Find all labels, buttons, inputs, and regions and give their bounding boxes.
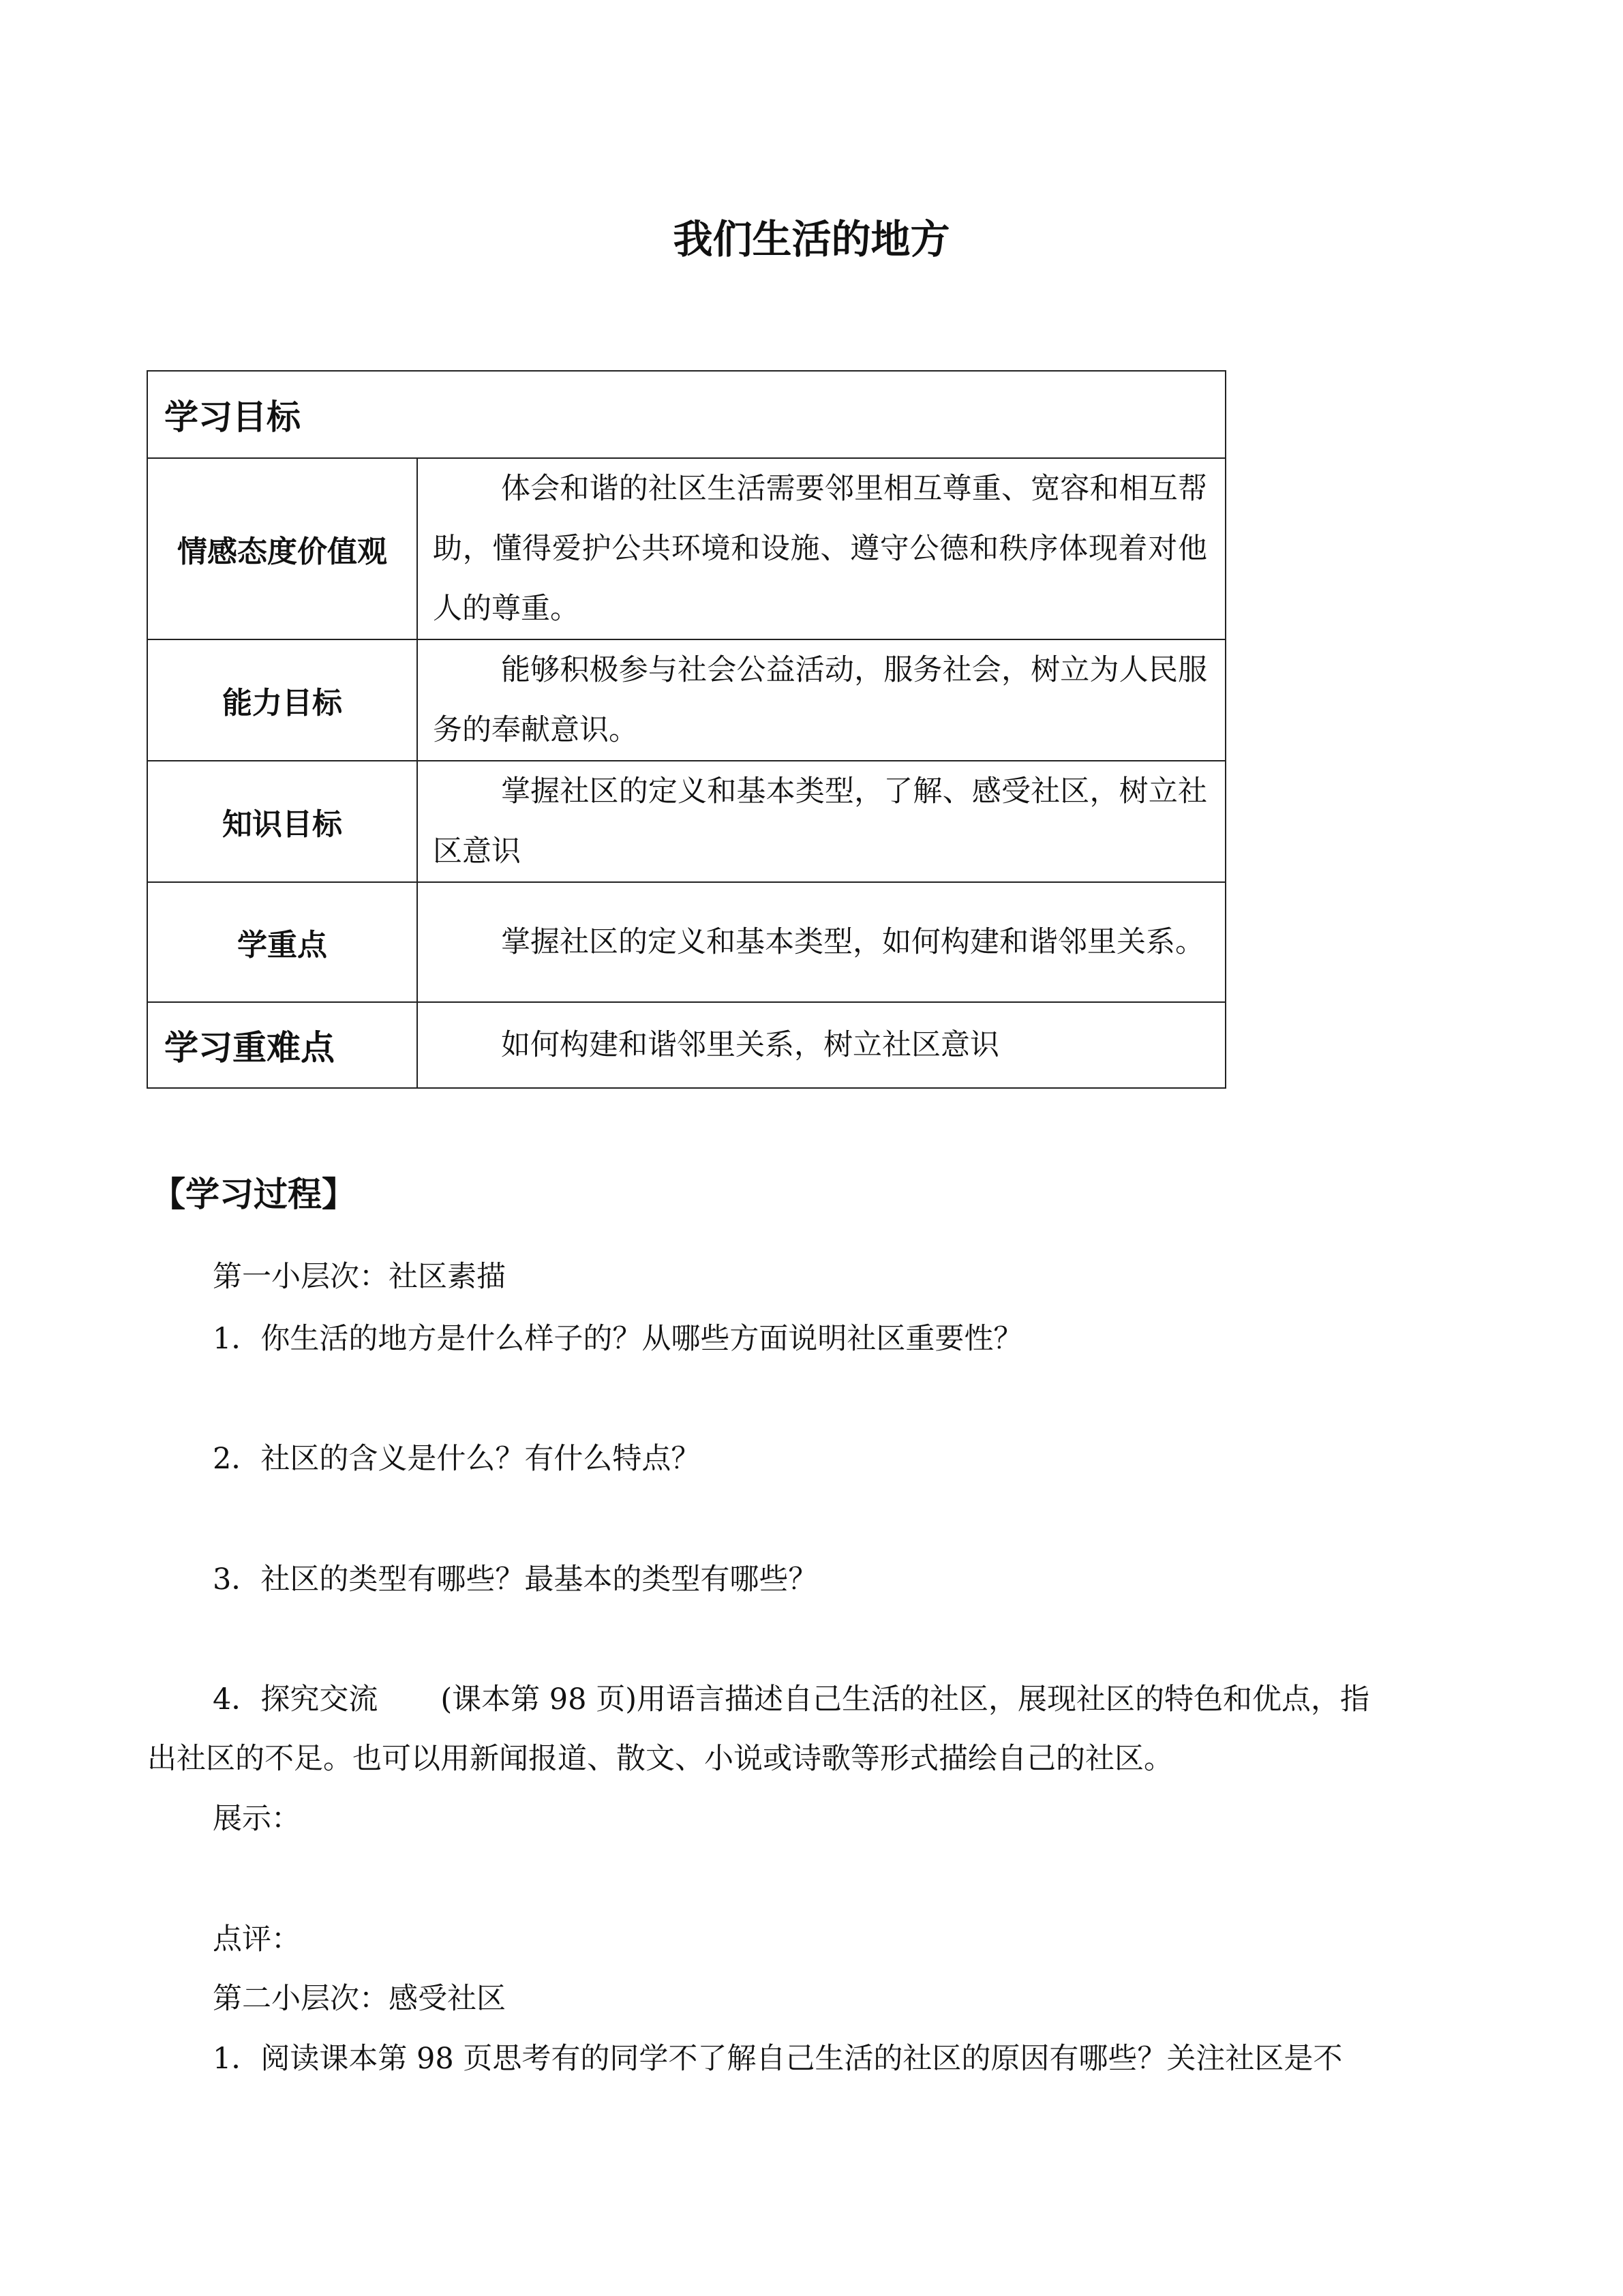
row-label-difficulties: 学习重难点	[147, 1002, 417, 1088]
table-row	[147, 458, 1226, 639]
question-4-line-1	[213, 1672, 1369, 1727]
row-label-attitude: 情感态度价值观	[147, 458, 417, 639]
question-4-prefix: 4．探究交流	[213, 1682, 378, 1717]
question-4-text: (课本第 98 页)用语言描述自己生活的社区，展现社区的特色和优点，指	[440, 1682, 1369, 1717]
table-row	[147, 1002, 1226, 1088]
row-text-difficulties: 如何构建和谐邻里关系，树立社区意识	[417, 1002, 1226, 1088]
comment-label: 点评：	[213, 1922, 301, 1957]
document-title: 我们生活的地方	[673, 216, 950, 262]
table-header-row	[147, 371, 1226, 458]
table-row	[147, 761, 1226, 882]
row-text-knowledge: 掌握社区的定义和基本类型，了解、感受社区，树立社区意识	[417, 761, 1226, 882]
question-1: 1．你生活的地方是什么样子的？从哪些方面说明社区重要性？	[213, 1322, 1023, 1356]
question-2: 2．社区的含义是什么？有什么特点？	[213, 1442, 701, 1476]
row-label-knowledge: 知识目标	[147, 761, 417, 882]
row-label-key-points: 学重点	[147, 882, 417, 1002]
level2-title: 第二小层次：感受社区	[213, 1982, 506, 2016]
learning-objectives-table	[147, 370, 1226, 1089]
row-text-ability: 能够积极参与社会公益活动，服务社会，树立为人民服务的奉献意识。	[417, 639, 1226, 761]
row-label-ability: 能力目标	[147, 639, 417, 761]
show-label: 展示：	[213, 1802, 301, 1836]
table-row	[147, 639, 1226, 761]
table-header: 学习目标	[147, 371, 1226, 458]
row-text-key-points: 掌握社区的定义和基本类型，如何构建和谐邻里关系。	[417, 882, 1226, 1002]
question-4-line-2: 出社区的不足。也可以用新闻报道、散文、小说或诗歌等形式描绘自己的社区。	[147, 1742, 1173, 1776]
section-heading-process: 【学习过程】	[151, 1175, 356, 1214]
question-5: 1．阅读课本第 98 页思考有的同学不了解自己生活的社区的原因有哪些？关注社区是不	[213, 2042, 1343, 2076]
row-text-attitude: 体会和谐的社区生活需要邻里相互尊重、宽容和相互帮助，懂得爱护公共环境和设施、遵守公德和秩序体现着对他人的尊重。	[417, 458, 1226, 639]
table-row	[147, 882, 1226, 1002]
question-3: 3．社区的类型有哪些？最基本的类型有哪些？	[213, 1562, 818, 1597]
level1-title: 第一小层次：社区素描	[213, 1260, 506, 1294]
